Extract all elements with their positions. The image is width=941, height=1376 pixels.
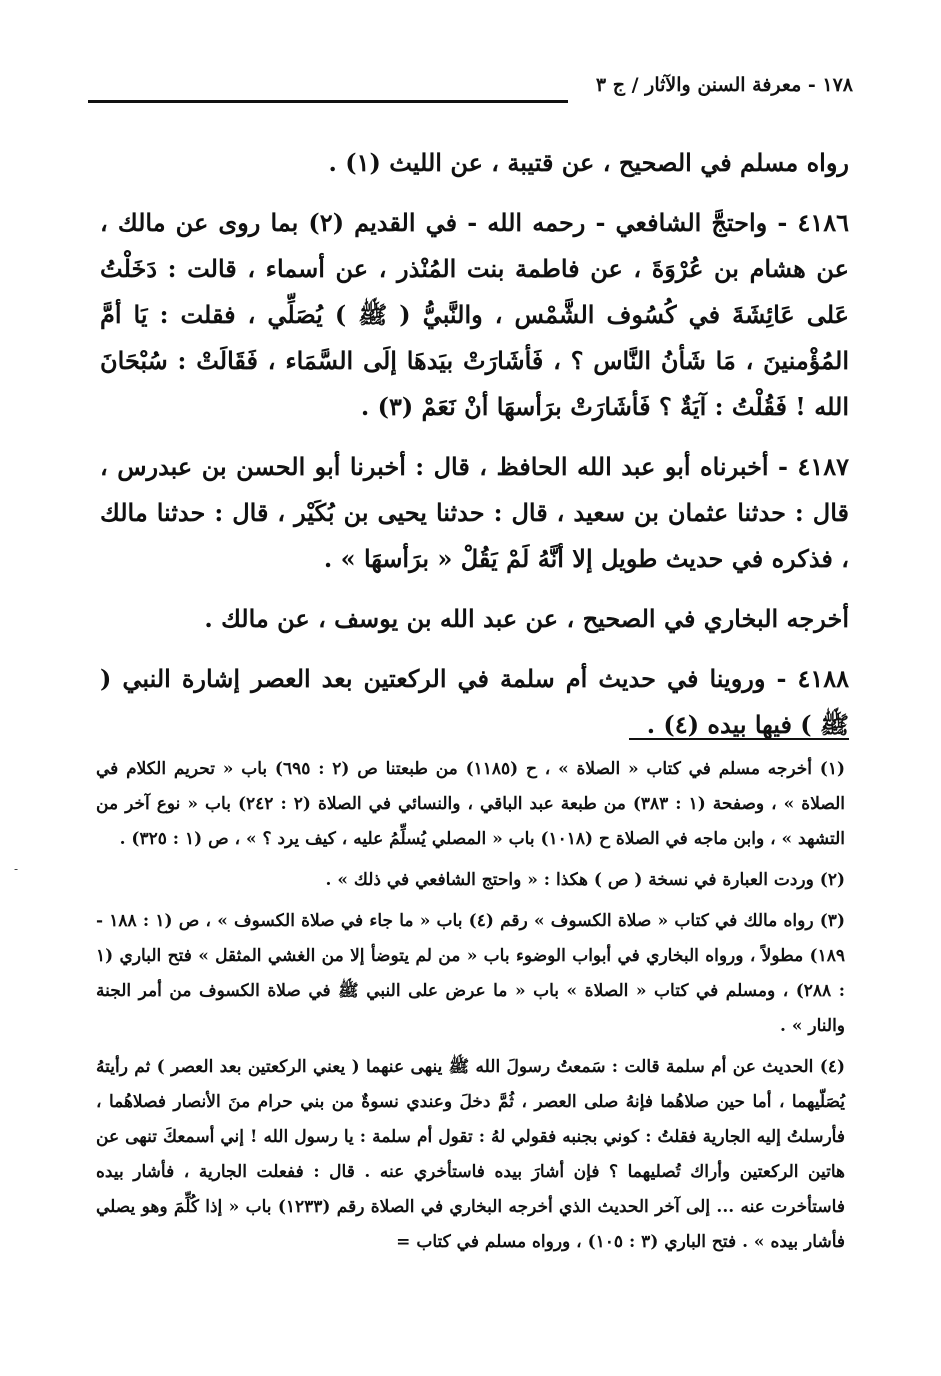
paragraph-muslim-ref: رواه مسلم في الصحيح ، عن قتيبة ، عن الليث (١) . [328,148,849,177]
running-header: ١٧٨ - معرفة السنن والآثار / ج ٣ [595,74,853,96]
footnote-1: (١) أخرجه مسلم في كتاب « الصلاة » ، ح (١١٨٥) من طبعتنا ص (٢ : ٦٩٥) باب « تحريم الكلام في الصلاة » ، وصفحة (١ : ٣٨٣) من طبعة عبد الباقي ، والنسائي في الصلاة (٢ : ٢٤٢) باب « نوع آخر من التشهد » ، وابن ماجه في الصلاة ح (١٠١٨) باب « المصلي يُسلِّمُ عليه ، كيف يرد ؟ » ، ص (١ : ٣٢٥) . [96,759,846,849]
footnotes [96,752,845,1260]
header-rule [88,100,568,103]
footnote-rule [629,738,849,740]
footnote-3: (٣) رواه مالك في كتاب « صلاة الكسوف » رقم (٤) باب « ما جاء في صلاة الكسوف » ، ص (١ : ١٨٨ - ١٨٩) مطولاً ، ورواه البخاري في أبواب الوضوء باب « من لم يتوضأ إلا من الغشي المثقل » فتح الباري (١ : ٢٨٨) ، ومسلم في كتاب « الصلاة » باب « ما عرض على النبي ﷺ في صلاة الكسوف من أمر الجنة والنار » . [96,911,846,1036]
paragraph-4188: ٤١٨٨ - وروينا في حديث أم سلمة في الركعتين بعد العصر إشارة النبي ( ﷺ ) فيها بيده (٤) . [100,664,849,739]
margin-mark: - [14,862,19,876]
paragraph-4187: ٤١٨٧ - أخبرناه أبو عبد الله الحافظ ، قال : أخبرنا أبو الحسن بن عبدرس ، قال : حدثنا عثمان بن سعيد ، قال : حدثنا يحيى بن بُكَيْر ، قال : حدثنا مالك ، فذكره في حديث طويل إلا أنَّهُ لَمْ يَقُلْ « برَأسهَا » . [100,452,849,573]
paragraph-4186: ٤١٨٦ - واحتجَّ الشافعي - رحمه الله - في القديم (٢) بما روى عن مالك ، عن هشام بن عُرْوَةَ ، عن فاطمة بنت المُنْذر ، عن أسماء ، قالت : دَخَلْتُ عَلى عَائِشَةَ في كُسُوف الشَّمْس ، والنَّبيُّ ( ﷺ ) يُصَلِّي ، فقلت : يَا أمَّ المُؤْمنينَ ، مَا شَأنُ النَّاس ؟ ، فَأشَارَتْ بيَدهَا إلَى السَّمَاء ، فَقَالَتْ : سُبْحَانَ الله ! فَقُلْتُ : آيَةٌ ؟ فَأشَارَتْ برَأسهَا أنْ نَعَمْ (٣) . [100,208,849,421]
footnote-4: (٤) الحديث عن أم سلمة قالت : سَمعتُ رسولَ الله ﷺ ينهى عنهما ( يعني الركعتين بعد العصر ) ثم رأيتهُ يُصَلّيهما ، أما حين صلاهُما فإنهُ صلى العصر ، ثُمَّ دخلَ وعندي نسوةٌ من بني حرام منَ الأنصار فصلاهُما ، فأرسلتُ إليه الجارية فقلتُ : كوني بجنبه فقولي لهُ : تقول أم سلمة : يا رسول الله ! إني أسمعكَ تنهى عن هاتين الركعتين وأراك تُصليهما ؟ فإن أشارَ بيده فاستأخري عنه . قال : ففعلت الجارية ، فأشار بيده فاستأخرت عنه ... إلى آخر الحديث الذي أخرجه البخاري في الصلاة رقم (١٢٣٣) باب « إذا كُلِّمَ وهو يصلي فأشار بيده » . فتح الباري (٣ : ١٠٥) ، ورواه مسلم في كتاب = [96,1057,845,1252]
paragraph-bukhari-ref: أخرجه البخاري في الصحيح ، عن عبد الله بن يوسف ، عن مالك . [204,604,849,633]
footnote-2: (٢) وردت العبارة في نسخة ( ص ) هكذا : « واحتج الشافعي في ذلك » . [325,870,845,890]
main-text [100,140,849,748]
